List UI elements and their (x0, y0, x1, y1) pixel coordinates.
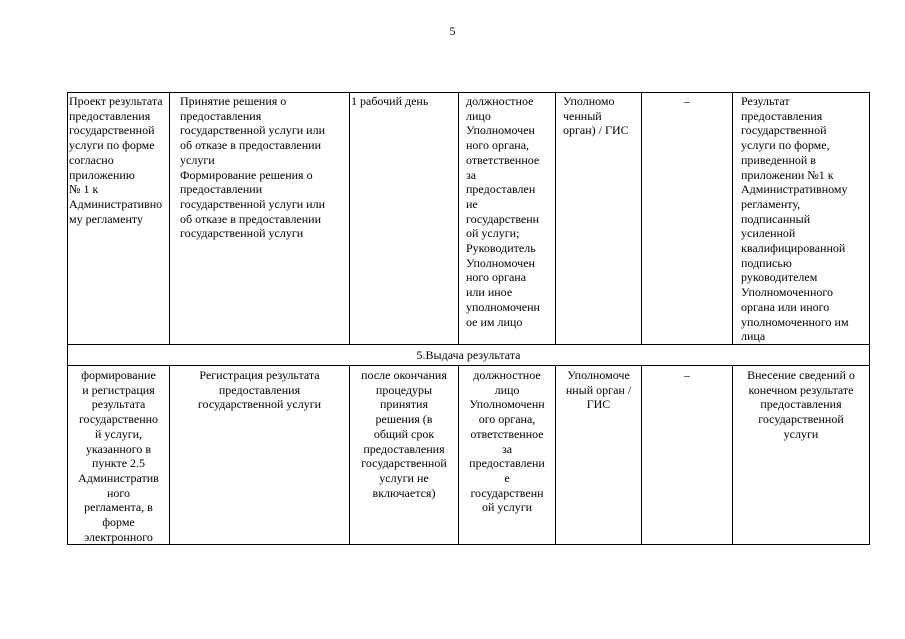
section-title: 5.Выдача результата (68, 345, 870, 366)
cell-procedure-content: Регистрация результата предоставления государственной услуги (170, 366, 350, 545)
cell-result-basis: формирование и регистрация результата государственно й услуги, указанного в пункте 2.5 Административ ного регламента, в форме электронного (68, 366, 170, 545)
cell-duration: после окончания процедуры принятия решения (в общий срок предоставления государственной услуги не включается) (350, 366, 459, 545)
cell-responsible-official: должностное лицо Уполномочен ного органа, ответственное за предоставлен ие государственн ой услуги; Руководитель Уполномочен ного органа или иное уполномоченн ое им лицо (459, 93, 556, 345)
cell-responsible-official: должностное лицо Уполномоченн ого органа, ответственное за предоставлени е государственн ой услуги (459, 366, 556, 545)
cell-procedure-content: Принятие решения о предоставления государственной услуги или об отказе в предоставлении услуги Формирование решения о предоставлении государственной услуги или об отказе в предоставлении государственной услуги (170, 93, 350, 345)
cell-result: Результат предоставления государственной услуги по форме, приведенной в приложении №1 к Административному регламенту, подписанный усиленной квалифицированной подписью руководителем Уполномоченного органа или иного уполномоченного им лица (733, 93, 870, 345)
cell-duration: 1 рабочий день (350, 93, 459, 345)
page-number: 5 (449, 24, 456, 38)
table-row (68, 93, 870, 345)
cell-place: Уполномо ченный орган) / ГИС (556, 93, 642, 345)
section-row (68, 345, 870, 366)
procedure-table (67, 92, 870, 545)
cell-criteria: – (642, 366, 733, 545)
cell-result: Внесение сведений о конечном результате предоставления государственной услуги (733, 366, 870, 545)
cell-place: Уполномоче нный орган / ГИС (556, 366, 642, 545)
table-row (68, 366, 870, 545)
cell-result-basis: Проект результата предоставления государственной услуги по форме согласно приложению № 1 к Административно му регламенту (68, 93, 170, 345)
cell-criteria: – (642, 93, 733, 345)
